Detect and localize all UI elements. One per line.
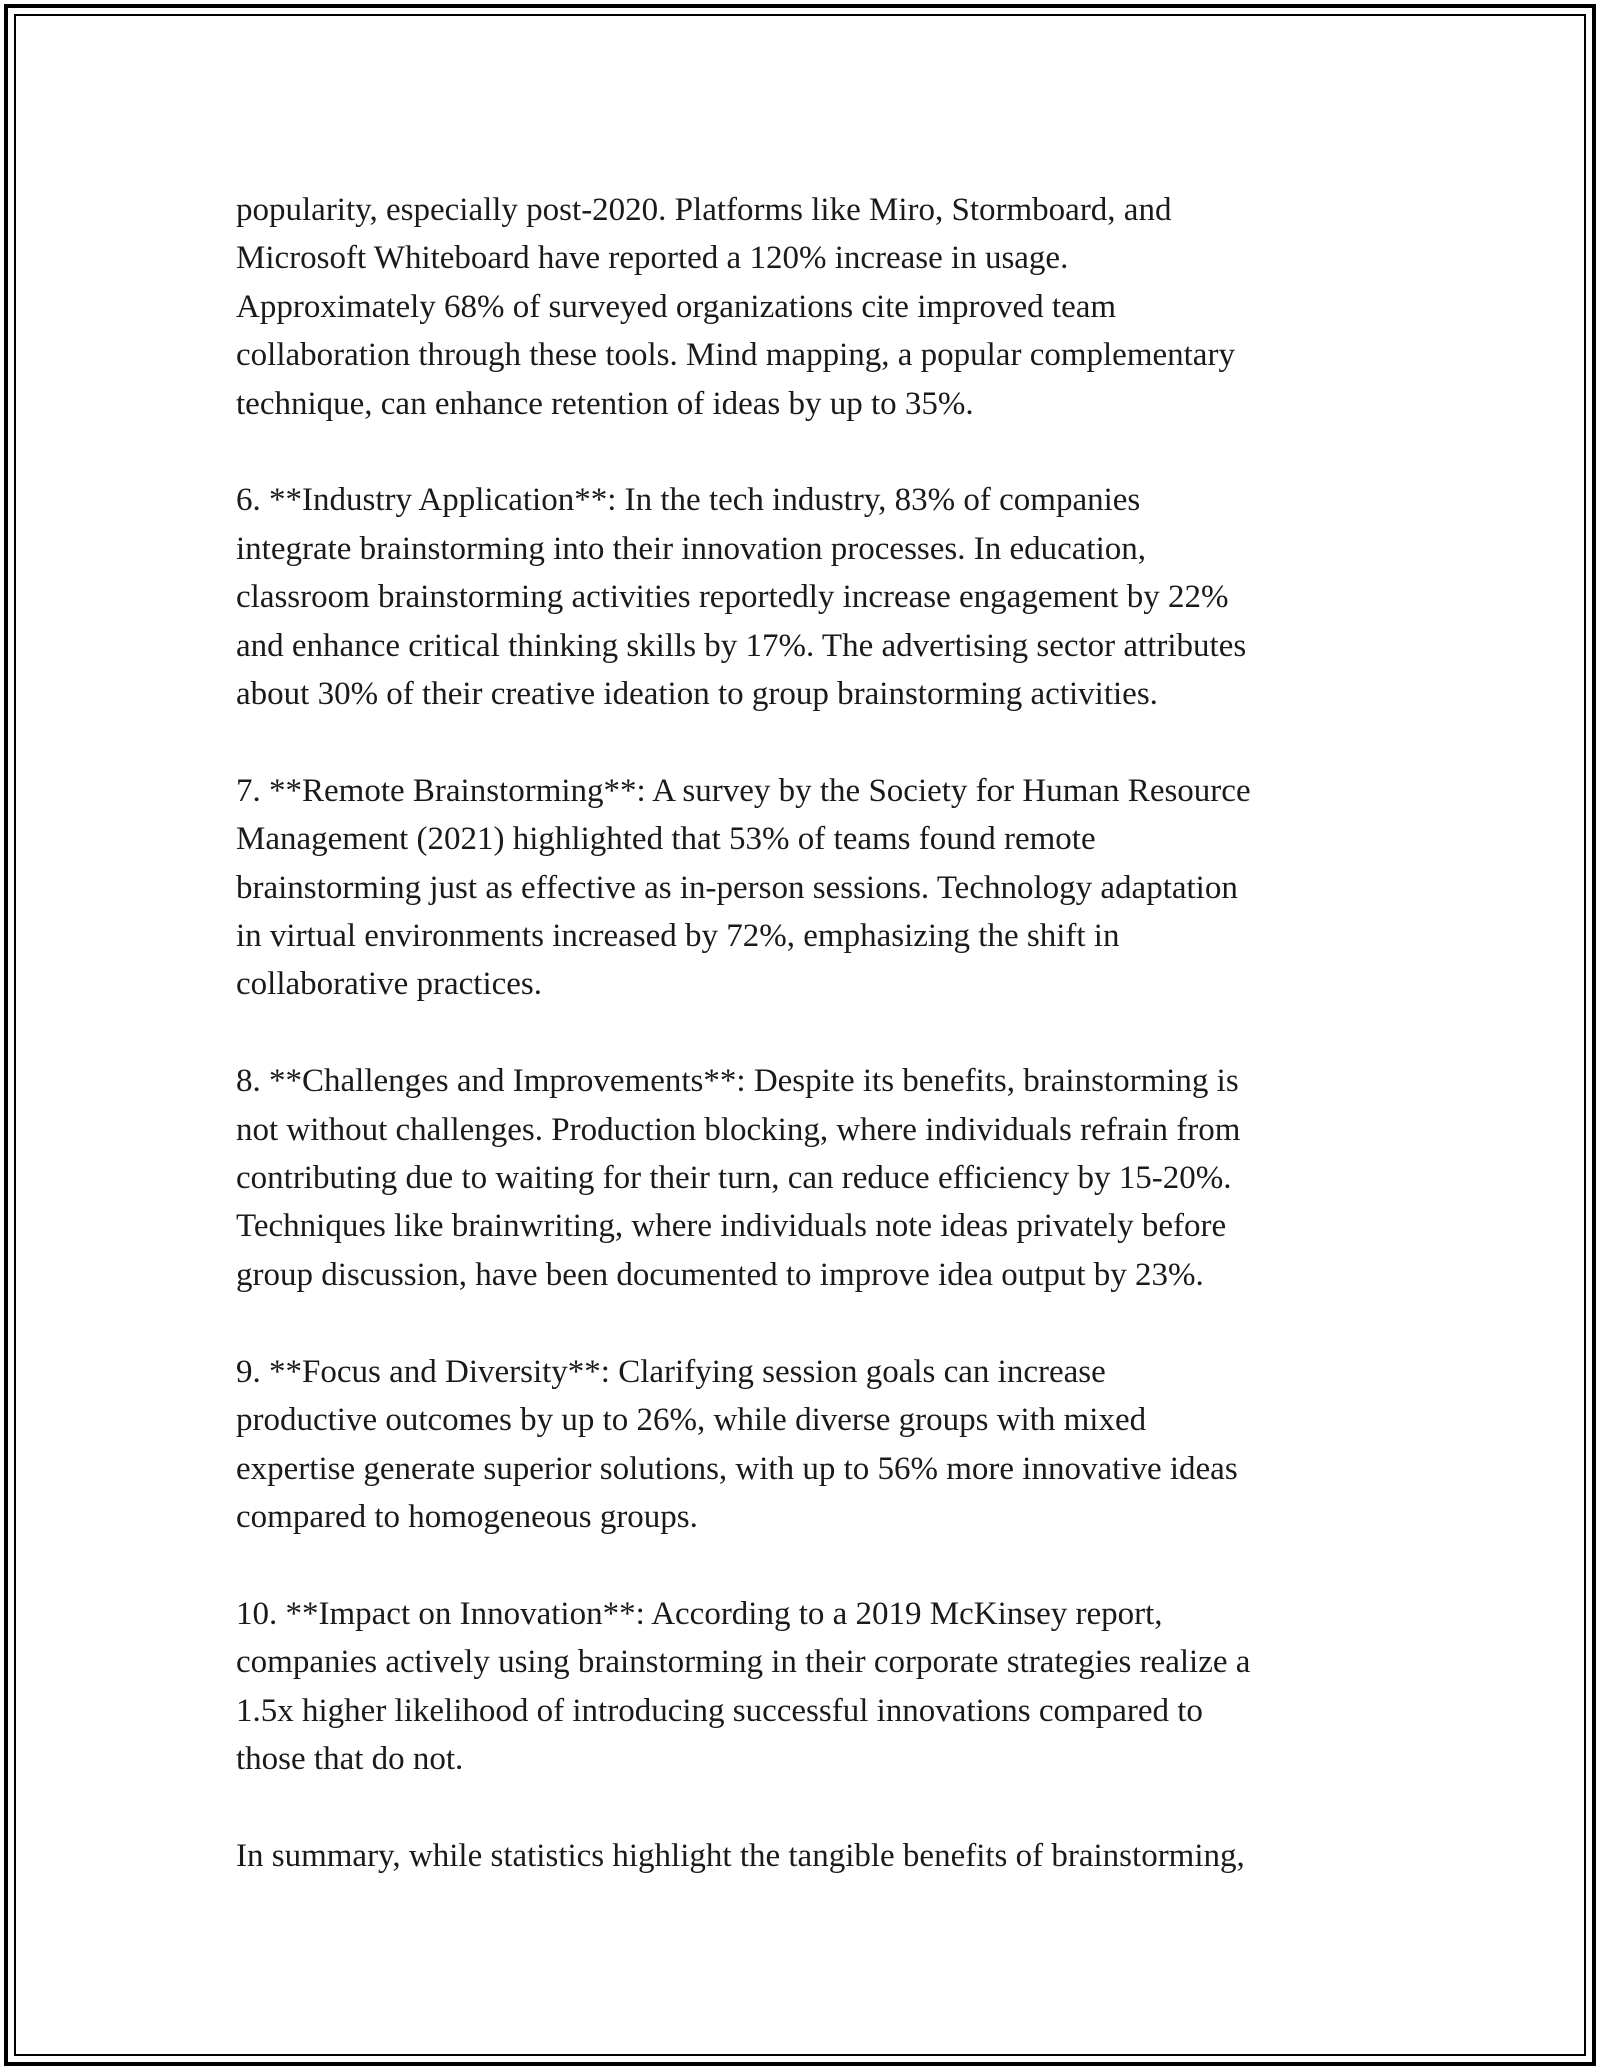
document-body	[236, 186, 1376, 1929]
text-line: 8. **Challenges and Improvements**: Despite its benefits, brainstorming is	[236, 1063, 1239, 1100]
text-line: technique, can enhance retention of ideas by up to 35%.	[236, 385, 974, 422]
text-line: 9. **Focus and Diversity**: Clarifying session goals can increase	[236, 1353, 1106, 1390]
paragraph-challenges-improvements	[236, 1057, 1376, 1299]
text-line: In summary, while statistics highlight the tangible benefits of brainstorming,	[236, 1837, 1245, 1874]
text-line: 10. **Impact on Innovation**: According to a 2019 McKinsey report,	[236, 1595, 1163, 1632]
text-line: companies actively using brainstorming in their corporate strategies realize a	[236, 1644, 1251, 1681]
text-line: and enhance critical thinking skills by 17%. The advertising sector attributes	[236, 627, 1247, 664]
text-line: Management (2021) highlighted that 53% of teams found remote	[236, 821, 1096, 858]
text-line: contributing due to waiting for their turn, can reduce efficiency by 15-20%.	[236, 1160, 1232, 1197]
text-line: classroom brainstorming activities reportedly increase engagement by 22%	[236, 579, 1229, 616]
text-line: group discussion, have been documented to improve idea output by 23%.	[236, 1256, 1204, 1293]
text-line: popularity, especially post-2020. Platforms like Miro, Stormboard, and	[236, 192, 1172, 228]
text-line: those that do not.	[236, 1740, 464, 1777]
text-line: 7. **Remote Brainstorming**: A survey by the Society for Human Resource	[236, 772, 1251, 809]
text-line: productive outcomes by up to 26%, while diverse groups with mixed	[236, 1402, 1147, 1439]
text-line: Microsoft Whiteboard have reported a 120% increase in usage.	[236, 240, 1069, 277]
paragraph-collaboration-tools	[236, 186, 1376, 428]
text-line: brainstorming just as effective as in-person sessions. Technology adaptation	[236, 869, 1238, 906]
text-line: not without challenges. Production blocking, where individuals refrain from	[236, 1111, 1241, 1148]
text-line: integrate brainstorming into their innovation processes. In education,	[236, 530, 1147, 567]
paragraph-summary	[236, 1832, 1376, 1880]
text-line: expertise generate superior solutions, with up to 56% more innovative ideas	[236, 1450, 1238, 1487]
paragraph-impact-innovation	[236, 1590, 1376, 1784]
text-line: collaboration through these tools. Mind mapping, a popular complementary	[236, 337, 1235, 374]
text-line: in virtual environments increased by 72%, emphasizing the shift in	[236, 918, 1120, 955]
paragraph-remote-brainstorming	[236, 767, 1376, 1009]
paragraph-focus-diversity	[236, 1348, 1376, 1542]
text-line: Techniques like brainwriting, where individuals note ideas privately before	[236, 1208, 1227, 1245]
paragraph-industry-application	[236, 476, 1376, 718]
text-line: compared to homogeneous groups.	[236, 1498, 698, 1535]
text-line: collaborative practices.	[236, 966, 543, 1003]
text-line: about 30% of their creative ideation to group brainstorming activities.	[236, 676, 1158, 713]
text-line: Approximately 68% of surveyed organizations cite improved team	[236, 288, 1117, 325]
text-line: 1.5x higher likelihood of introducing successful innovations compared to	[236, 1692, 1203, 1729]
text-line: 6. **Industry Application**: In the tech industry, 83% of companies	[236, 482, 1141, 519]
